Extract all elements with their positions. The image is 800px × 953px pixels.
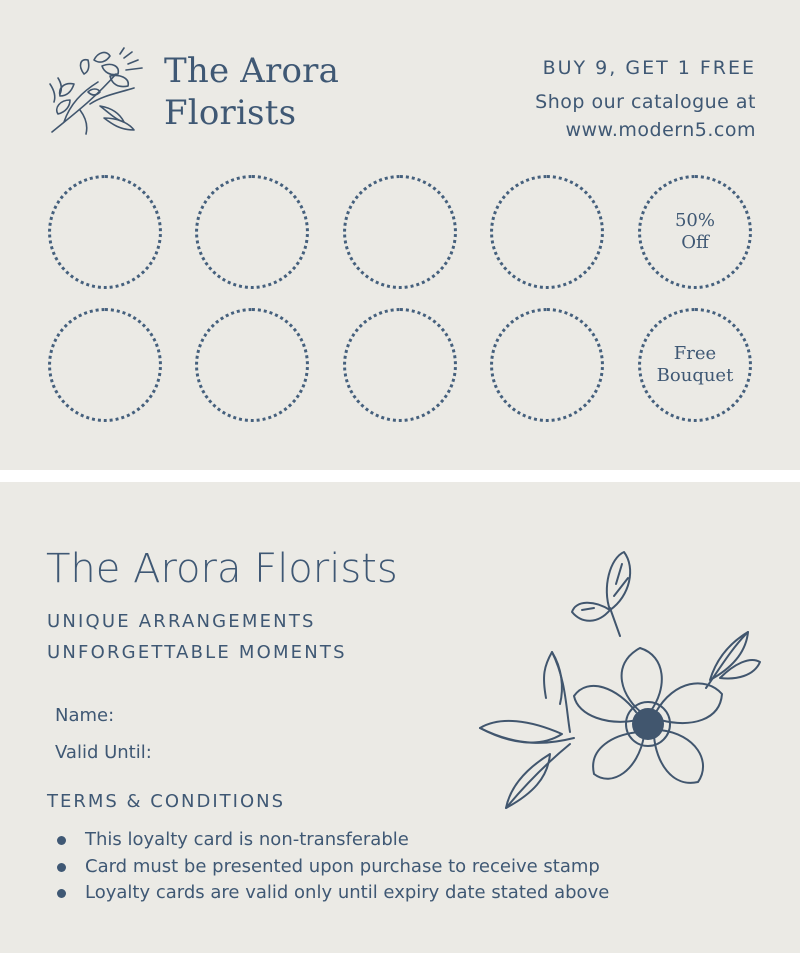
stamp-slot-3 [343, 175, 457, 289]
bullet-icon [57, 863, 66, 872]
loyalty-card-front [0, 0, 800, 470]
brand-name [164, 50, 339, 134]
brand-line-1: The Arora [164, 51, 340, 91]
terms-item [55, 854, 609, 881]
stamp-slot-6 [48, 308, 162, 422]
terms-title: TERMS & CONDITIONS [47, 791, 286, 812]
bullet-icon [57, 889, 66, 898]
stamp-slot-10-reward [638, 308, 752, 422]
terms-item-text: This loyalty card is non-transferable [85, 829, 409, 850]
floral-sprig-icon [44, 44, 148, 140]
stamp-slot-1 [48, 175, 162, 289]
stamp-slot-8 [343, 308, 457, 422]
offer-website: www.modern5.com [565, 119, 756, 141]
stamp-slot-9 [490, 308, 604, 422]
valid-until-field-label: Valid Until: [55, 742, 152, 763]
stamp-reward-line-2: Off [681, 232, 709, 253]
stamp-slot-5-reward [638, 175, 752, 289]
offer-line-1: Shop our catalogue at [535, 91, 756, 113]
flower-with-butterfly-icon [470, 548, 770, 818]
stamp-reward-line-1: Free [673, 343, 717, 364]
name-field-label: Name: [55, 705, 115, 726]
terms-item [55, 827, 609, 854]
stamp-slot-4 [490, 175, 604, 289]
terms-item-text: Loyalty cards are valid only until expiry date stated above [85, 882, 610, 903]
back-title: The Arora Florists [46, 546, 398, 592]
brand-line-2: Florists [164, 93, 297, 133]
stamp-reward-line-1: 50% [674, 210, 715, 231]
stamp-slot-2 [195, 175, 309, 289]
bullet-icon [57, 836, 66, 845]
stamp-reward-line-2: Bouquet [656, 365, 734, 386]
tagline-line-2: UNFORGETTABLE MOMENTS [47, 642, 347, 663]
tagline-line-1: UNIQUE ARRANGEMENTS [47, 611, 316, 632]
stamp-slot-7 [195, 308, 309, 422]
terms-item [55, 880, 609, 907]
offer-block [535, 56, 756, 144]
terms-list [55, 827, 609, 907]
offer-headline: BUY 9, GET 1 FREE [542, 57, 756, 79]
terms-item-text: Card must be presented upon purchase to receive stamp [85, 855, 600, 877]
